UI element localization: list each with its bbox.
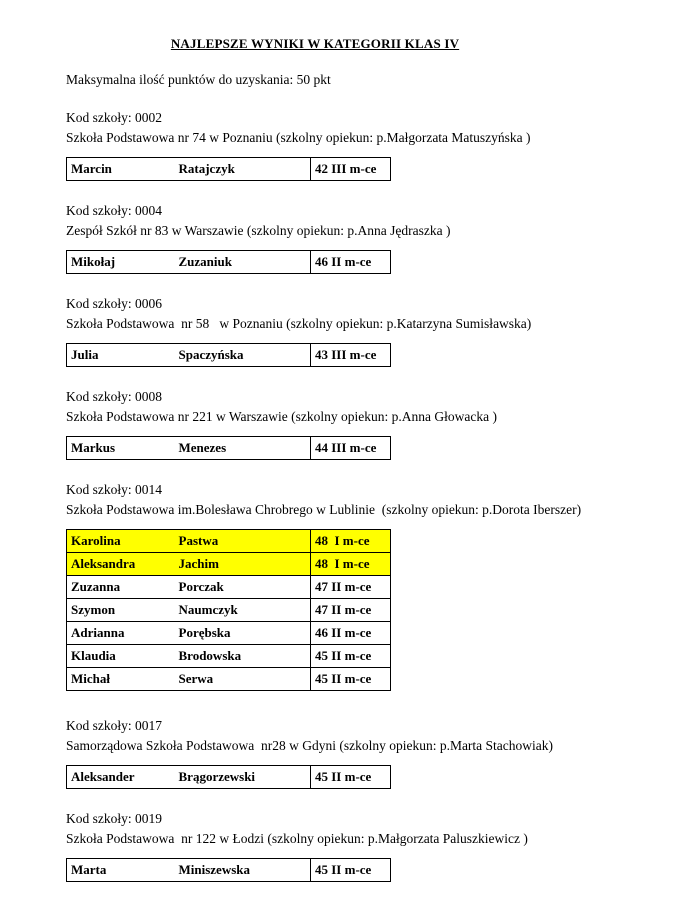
student-first-name: Marta	[67, 859, 175, 882]
table-row	[67, 530, 391, 553]
student-result: 44 III m-ce	[311, 437, 391, 460]
student-result: 46 II m-ce	[311, 622, 391, 645]
school-name: Zespół Szkół nr 83 w Warszawie (szkolny opiekun: p.Anna Jędraszka )	[66, 223, 451, 238]
student-result: 45 II m-ce	[311, 766, 391, 789]
student-first-name: Markus	[67, 437, 175, 460]
school-code: Kod szkoły: 0002	[66, 110, 162, 125]
school-name: Szkoła Podstawowa nr 74 w Poznaniu (szkolny opiekun: p.Małgorzata Matuszyńska )	[66, 130, 531, 145]
school-code: Kod szkoły: 0008	[66, 389, 162, 404]
student-result: 45 II m-ce	[311, 859, 391, 882]
student-first-name: Michał	[67, 668, 175, 691]
student-first-name: Aleksandra	[67, 553, 175, 576]
page-title: NAJLEPSZE WYNIKI W KATEGORII KLAS IV	[170, 36, 460, 51]
table-row	[67, 437, 391, 460]
student-last-name: Zuzaniuk	[175, 251, 311, 274]
student-first-name: Szymon	[67, 599, 175, 622]
school-name: Samorządowa Szkoła Podstawowa nr28 w Gdyni (szkolny opiekun: p.Marta Stachowiak)	[66, 738, 554, 753]
student-last-name: Porębska	[175, 622, 311, 645]
results-table	[66, 529, 391, 691]
table-row	[67, 645, 391, 668]
student-result: 47 II m-ce	[311, 599, 391, 622]
student-result: 48 I m-ce	[311, 530, 391, 553]
student-last-name: Porczak	[175, 576, 311, 599]
table-row	[67, 766, 391, 789]
student-first-name: Adrianna	[67, 622, 175, 645]
student-last-name: Brodowska	[175, 645, 311, 668]
student-first-name: Marcin	[67, 158, 175, 181]
max-points-note: Maksymalna ilość punktów do uzyskania: 50 pkt	[66, 72, 331, 87]
student-result: 48 I m-ce	[311, 553, 391, 576]
school-code: Kod szkoły: 0014	[66, 482, 162, 497]
results-table	[66, 343, 391, 367]
student-last-name: Menezes	[175, 437, 311, 460]
student-last-name: Ratajczyk	[175, 158, 311, 181]
student-last-name: Pastwa	[175, 530, 311, 553]
table-row	[67, 668, 391, 691]
student-first-name: Aleksander	[67, 766, 175, 789]
student-result: 47 II m-ce	[311, 576, 391, 599]
school-code: Kod szkoły: 0019	[66, 811, 162, 826]
results-table	[66, 436, 391, 460]
student-first-name: Mikołaj	[67, 251, 175, 274]
student-result: 43 III m-ce	[311, 344, 391, 367]
student-first-name: Klaudia	[67, 645, 175, 668]
table-row	[67, 251, 391, 274]
table-row	[67, 599, 391, 622]
student-result: 45 II m-ce	[311, 645, 391, 668]
school-name: Szkoła Podstawowa nr 58 w Poznaniu (szkolny opiekun: p.Katarzyna Sumisławska)	[66, 316, 532, 331]
student-result: 42 III m-ce	[311, 158, 391, 181]
student-last-name: Naumczyk	[175, 599, 311, 622]
student-last-name: Brągorzewski	[175, 766, 311, 789]
table-row	[67, 576, 391, 599]
student-first-name: Julia	[67, 344, 175, 367]
school-name: Szkoła Podstawowa nr 221 w Warszawie (szkolny opiekun: p.Anna Głowacka )	[66, 409, 497, 424]
table-row	[67, 622, 391, 645]
results-table	[66, 157, 391, 181]
school-code: Kod szkoły: 0006	[66, 296, 162, 311]
student-last-name: Jachim	[175, 553, 311, 576]
results-table	[66, 858, 391, 882]
student-last-name: Spaczyńska	[175, 344, 311, 367]
student-result: 46 II m-ce	[311, 251, 391, 274]
table-row	[67, 859, 391, 882]
school-name: Szkoła Podstawowa im.Bolesława Chrobrego w Lublinie (szkolny opiekun: p.Dorota Iberszer)	[66, 502, 582, 517]
table-row	[67, 553, 391, 576]
table-row	[67, 158, 391, 181]
results-table	[66, 765, 391, 789]
results-table	[66, 250, 391, 274]
school-code: Kod szkoły: 0004	[66, 203, 162, 218]
student-last-name: Serwa	[175, 668, 311, 691]
school-code: Kod szkoły: 0017	[66, 718, 162, 733]
student-first-name: Karolina	[67, 530, 175, 553]
student-first-name: Zuzanna	[67, 576, 175, 599]
table-row	[67, 344, 391, 367]
school-name: Szkoła Podstawowa nr 122 w Łodzi (szkolny opiekun: p.Małgorzata Paluszkiewicz )	[66, 831, 528, 846]
student-result: 45 II m-ce	[311, 668, 391, 691]
student-last-name: Miniszewska	[175, 859, 311, 882]
